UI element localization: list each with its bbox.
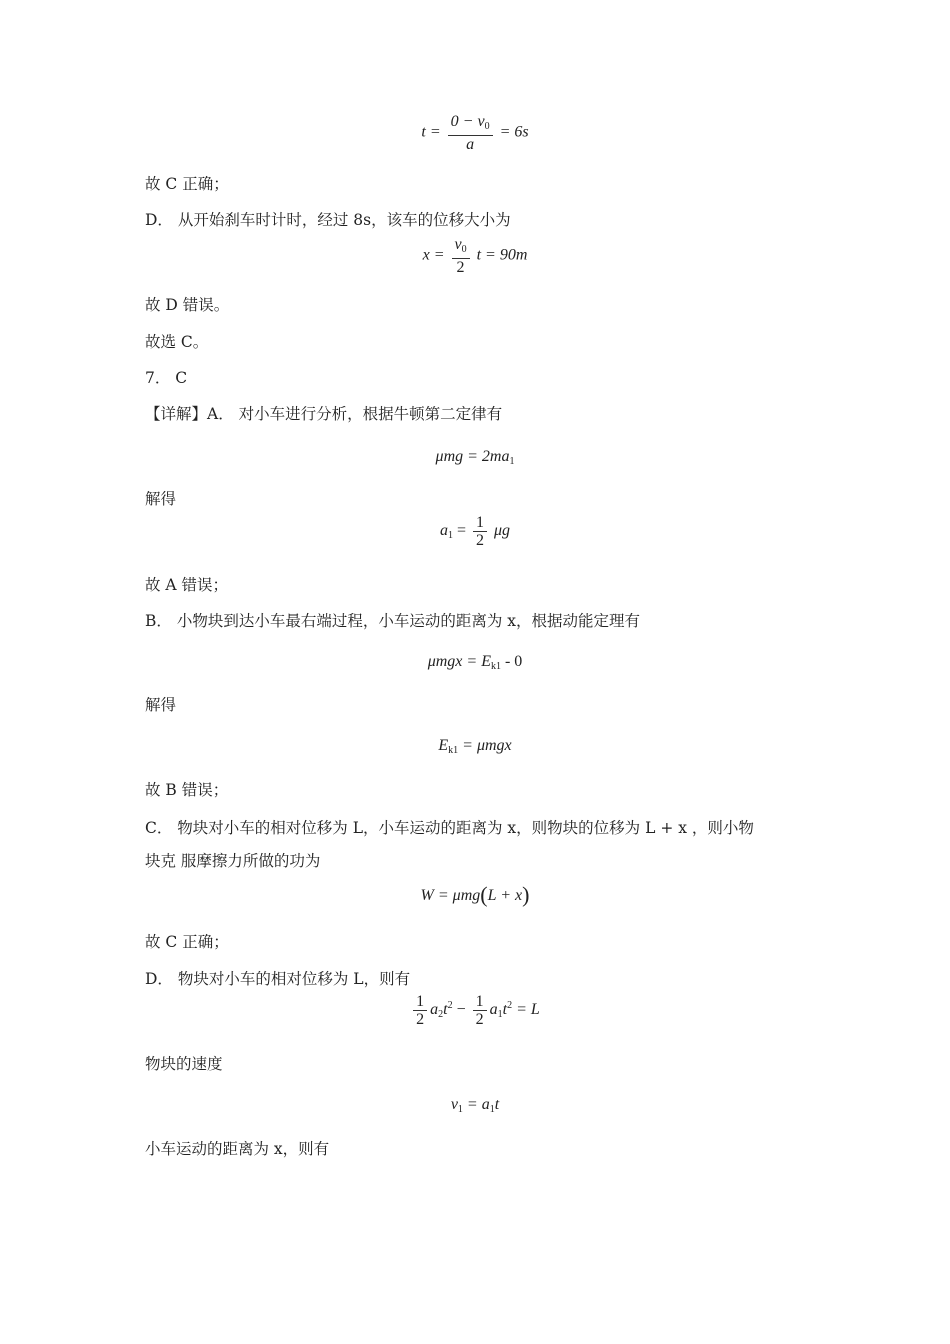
eq-lhs: a xyxy=(439,522,448,540)
equation-newton xyxy=(0,448,950,467)
equation-ek1 xyxy=(0,737,950,756)
text-question-7: 7． C xyxy=(145,369,188,387)
text-detail-a: 【详解】A． 对小车进行分析，根据牛顿第二定律有 xyxy=(145,405,503,423)
eq-superscript: 2 xyxy=(507,1000,513,1012)
text-d-wrong: 故 D 错误。 xyxy=(145,296,230,314)
eq-body: μmgx = E xyxy=(427,653,491,670)
text-velocity: 物块的速度 xyxy=(145,1055,223,1073)
eq-subscript: 1 xyxy=(497,1009,503,1021)
fraction xyxy=(413,993,427,1028)
eq-rhs: = 6s xyxy=(499,123,529,141)
eq-subscript: k1 xyxy=(448,745,459,756)
eq-denominator: 2 xyxy=(476,532,484,549)
eq-numerator: 1 xyxy=(413,993,427,1011)
eq-numerator: 1 xyxy=(473,514,487,532)
text-b-intro: B． 小物块到达小车最右端过程，小车运动的距离为 x，根据动能定理有 xyxy=(145,612,640,630)
equation-acceleration xyxy=(0,514,950,549)
eq-rhs: = L xyxy=(516,1001,540,1019)
eq-denominator: a xyxy=(466,136,475,153)
equation-relative-displacement xyxy=(0,993,950,1028)
eq-term: a xyxy=(489,1001,498,1019)
eq-numerator: v xyxy=(454,236,462,253)
text-c-intro-2: 块克 服摩擦力所做的功为 xyxy=(145,852,321,870)
eq-subscript: 0 xyxy=(461,244,467,255)
fraction xyxy=(473,993,487,1028)
text-c-intro-1: C． 物块对小车的相对位移为 L，小车运动的距离为 x，则物块的位移为 L + x ，则小物 xyxy=(145,819,754,837)
eq-subscript: 1 xyxy=(489,1104,495,1115)
fraction xyxy=(473,514,487,549)
eq-rhs: t = 90m xyxy=(476,246,528,264)
text-solve-2: 解得 xyxy=(145,696,177,714)
eq-subscript: 1 xyxy=(457,1104,463,1115)
eq-tail: t xyxy=(494,1096,500,1113)
text-d-intro: D． 从开始刹车时计时，经过 8s，该车的位移大小为 xyxy=(145,211,511,229)
text-choose-c: 故选 C。 xyxy=(145,333,209,351)
eq-subscript: 2 xyxy=(438,1009,444,1021)
equation-time xyxy=(0,113,950,153)
eq-numerator: 0 − v xyxy=(450,113,485,130)
equation-work: W = μmg(L + x) xyxy=(420,882,530,907)
fraction xyxy=(452,236,470,276)
text-car-distance: 小车运动的距离为 x，则有 xyxy=(145,1140,330,1158)
eq-denominator: 2 xyxy=(456,259,465,276)
eq-term: a xyxy=(430,1001,439,1019)
eq-parenthesized: L + x xyxy=(487,887,523,904)
text-c-correct-2: 故 C 正确； xyxy=(145,933,229,951)
eq-lhs: x = xyxy=(422,246,445,264)
eq-subscript: k1 xyxy=(490,661,501,672)
eq-subscript: 1 xyxy=(509,456,515,467)
eq-equals: = xyxy=(456,522,466,540)
text-c-correct-1: 故 C 正确； xyxy=(145,175,229,193)
text-b-wrong: 故 B 错误； xyxy=(145,781,229,799)
eq-body: W = μmg xyxy=(420,887,481,904)
text-a-wrong: 故 A 错误； xyxy=(145,576,229,594)
eq-term: t xyxy=(443,1001,448,1019)
eq-subscript: 1 xyxy=(447,530,453,542)
eq-denominator: 2 xyxy=(475,1011,484,1028)
eq-body: μmg = 2ma xyxy=(435,448,510,465)
eq-rhs: μg xyxy=(494,522,511,540)
eq-lhs: t = xyxy=(421,123,441,141)
equation-kinetic-energy xyxy=(0,653,950,672)
fraction xyxy=(448,113,493,153)
eq-body: v xyxy=(450,1096,458,1113)
eq-tail: = μmgx xyxy=(458,737,512,754)
text-solve-1: 解得 xyxy=(145,490,177,508)
equation-displacement xyxy=(0,236,950,276)
eq-subscript: 0 xyxy=(484,121,490,132)
eq-denominator: 2 xyxy=(416,1011,425,1028)
eq-minus: − xyxy=(456,1001,466,1019)
eq-tail: - 0 xyxy=(500,653,523,670)
equation-velocity xyxy=(0,1096,950,1115)
eq-superscript: 2 xyxy=(447,1000,453,1012)
text-d2-intro: D． 物块对小车的相对位移为 L，则有 xyxy=(145,970,411,988)
eq-term: t xyxy=(502,1001,508,1019)
eq-body: E xyxy=(438,737,449,754)
eq-body: = a xyxy=(462,1096,490,1113)
eq-numerator: 1 xyxy=(473,993,487,1011)
